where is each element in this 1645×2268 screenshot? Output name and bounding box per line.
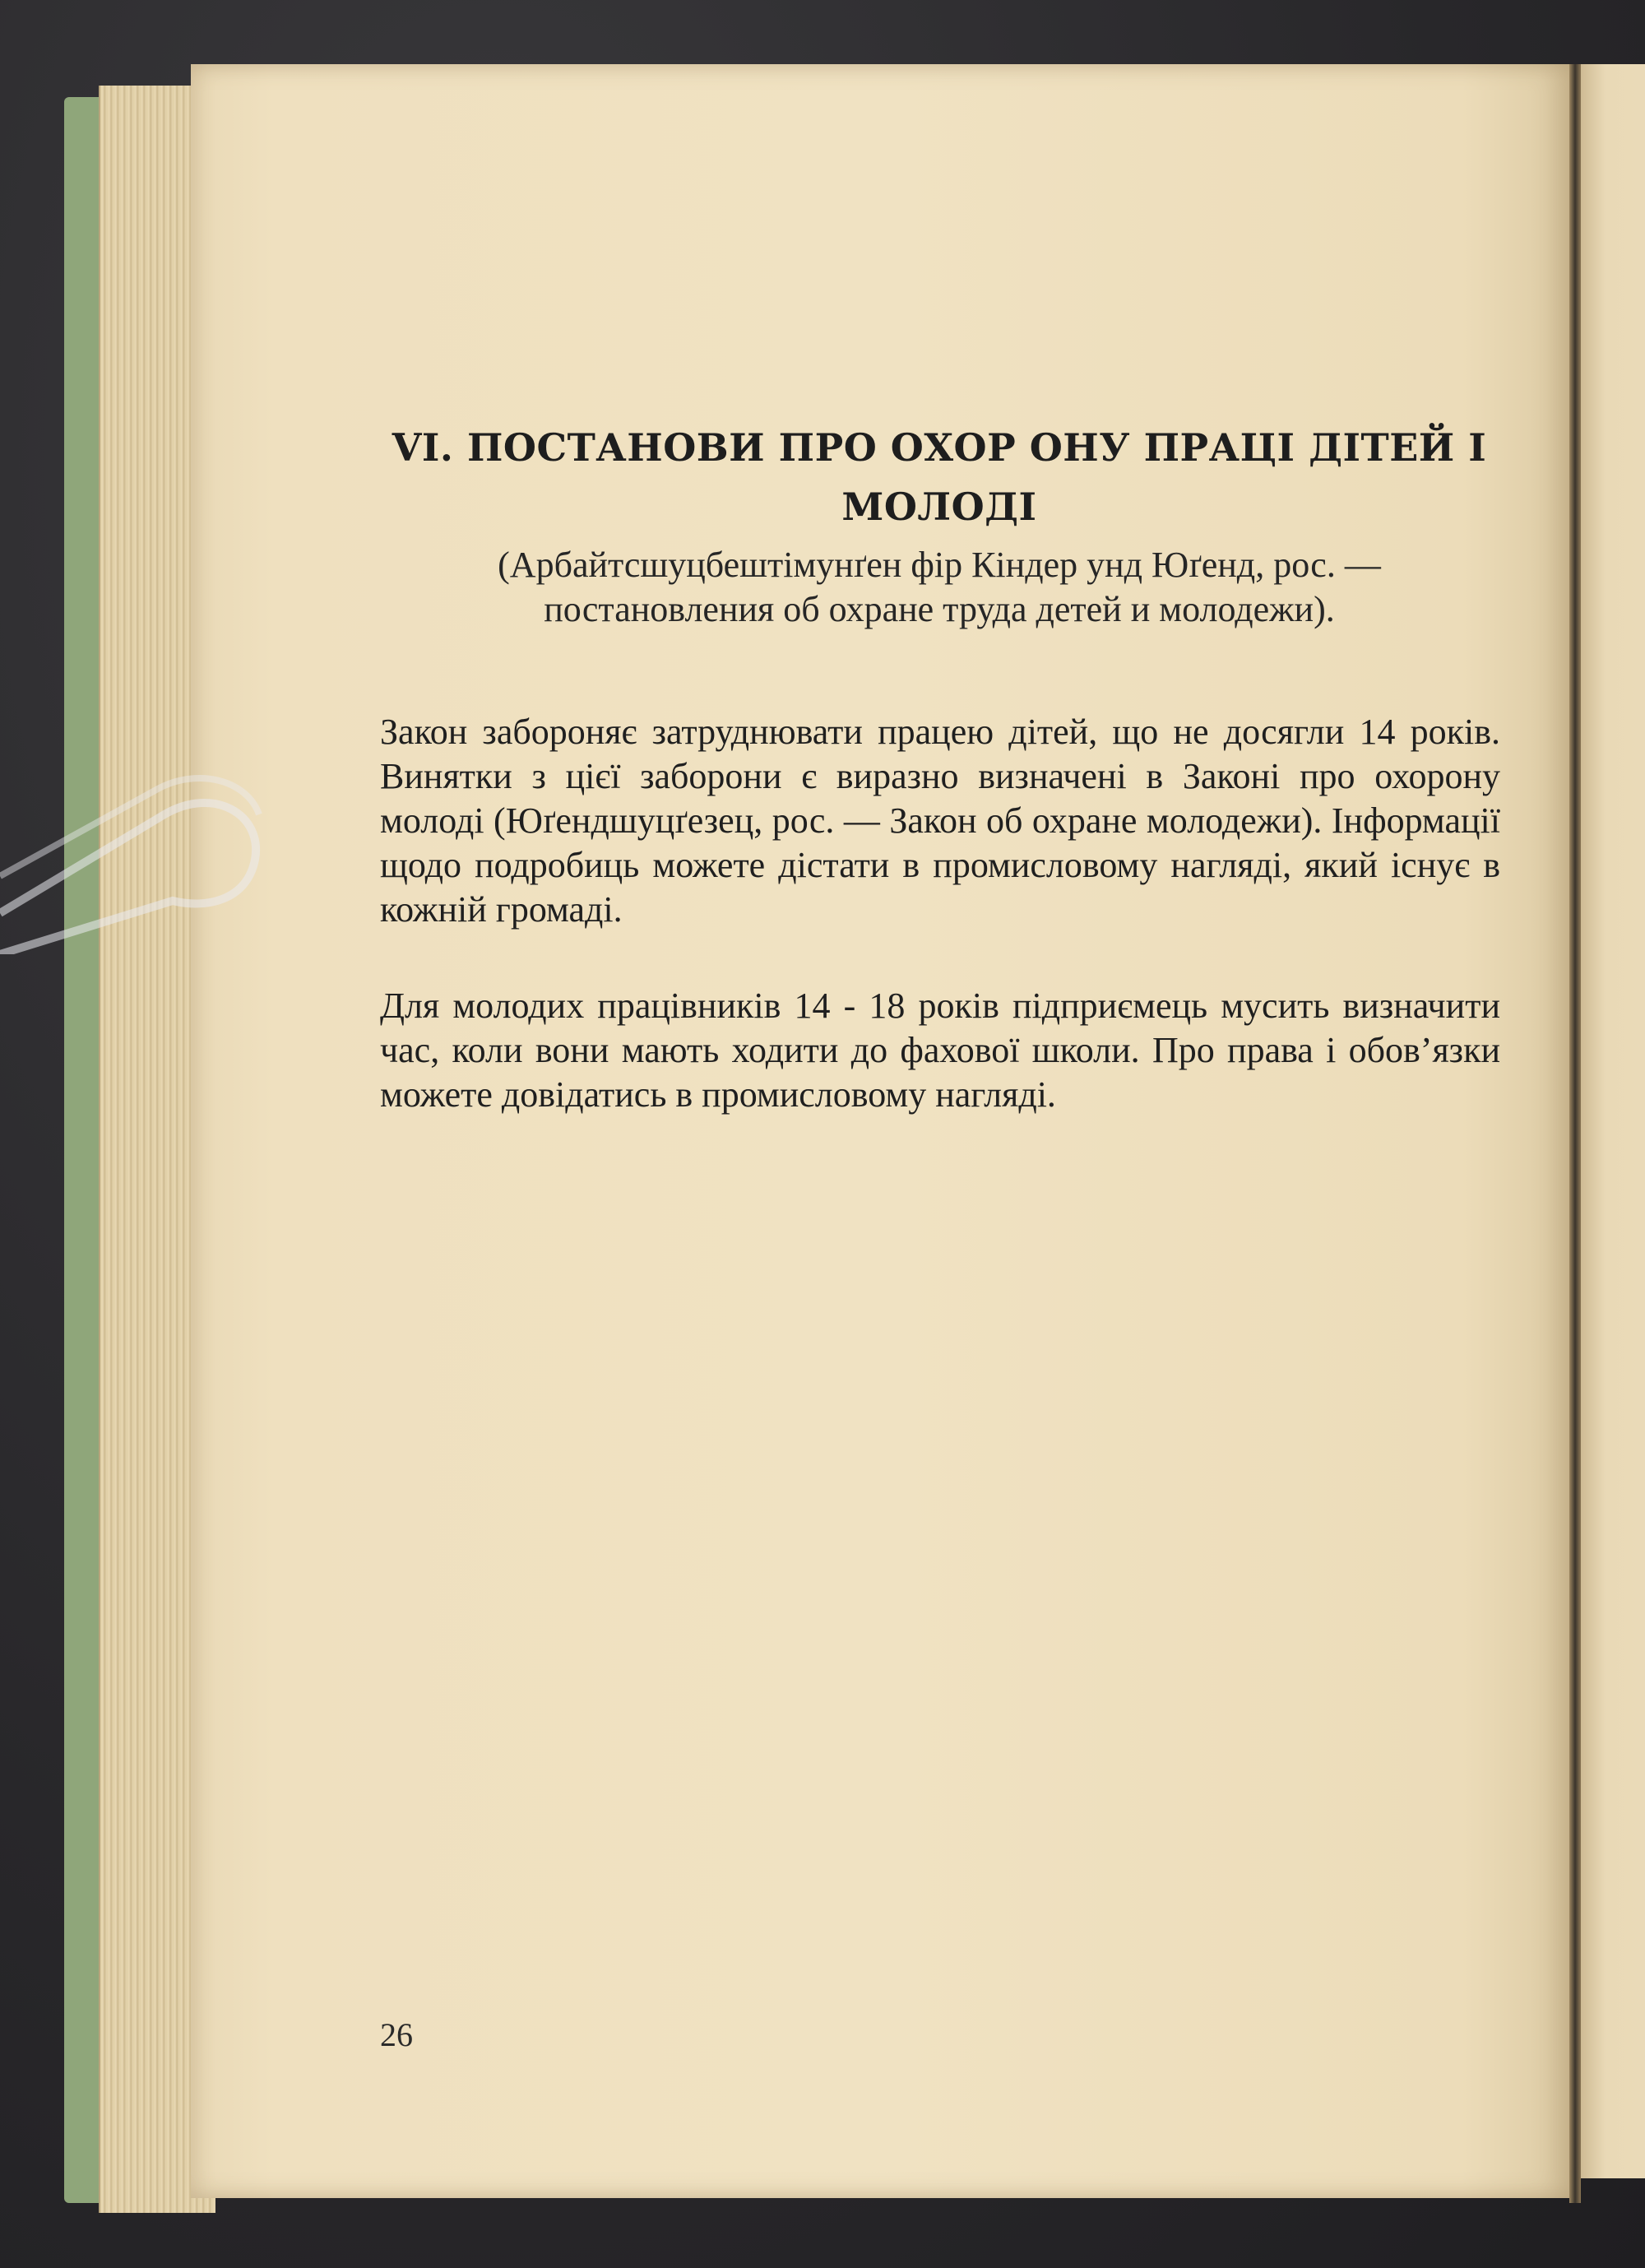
section-title: VI. ПОСТАНОВИ ПРО ОХОР ОНУ ПРАЦІ ДІТЕЙ І МОЛОДІ (392, 425, 1487, 529)
paragraph-1: Закон забороняє затруднювати працею дітей, що не досягли 14 років. Винятки з цієї заборони є виразно визначені в Законі про охорону молоді (Юґендшуцґезец, рос. — Закон об охране молодежи). Інформації щодо подробиць можете дістати в промисловому нагляді, який існує в кожній громаді. (380, 712, 1500, 930)
paragraph-2: Для молодих працівників 14 - 18 років підприємець мусить визначити час, коли вони мають ходити до фахової школи. Про права і обов’язки можете довідатись в промисловому нагляді. (380, 986, 1500, 1115)
facing-page-edge (1579, 64, 1645, 2178)
paper-clip-icon (0, 707, 271, 954)
page-number: 26 (380, 2016, 413, 2053)
page-content (191, 64, 1573, 2198)
section-subtitle: (Арбайтсшуцбештімунґен фір Кіндер унд Юґенд, рос. — постановления об охране труда детей и молодежи). (498, 545, 1381, 629)
